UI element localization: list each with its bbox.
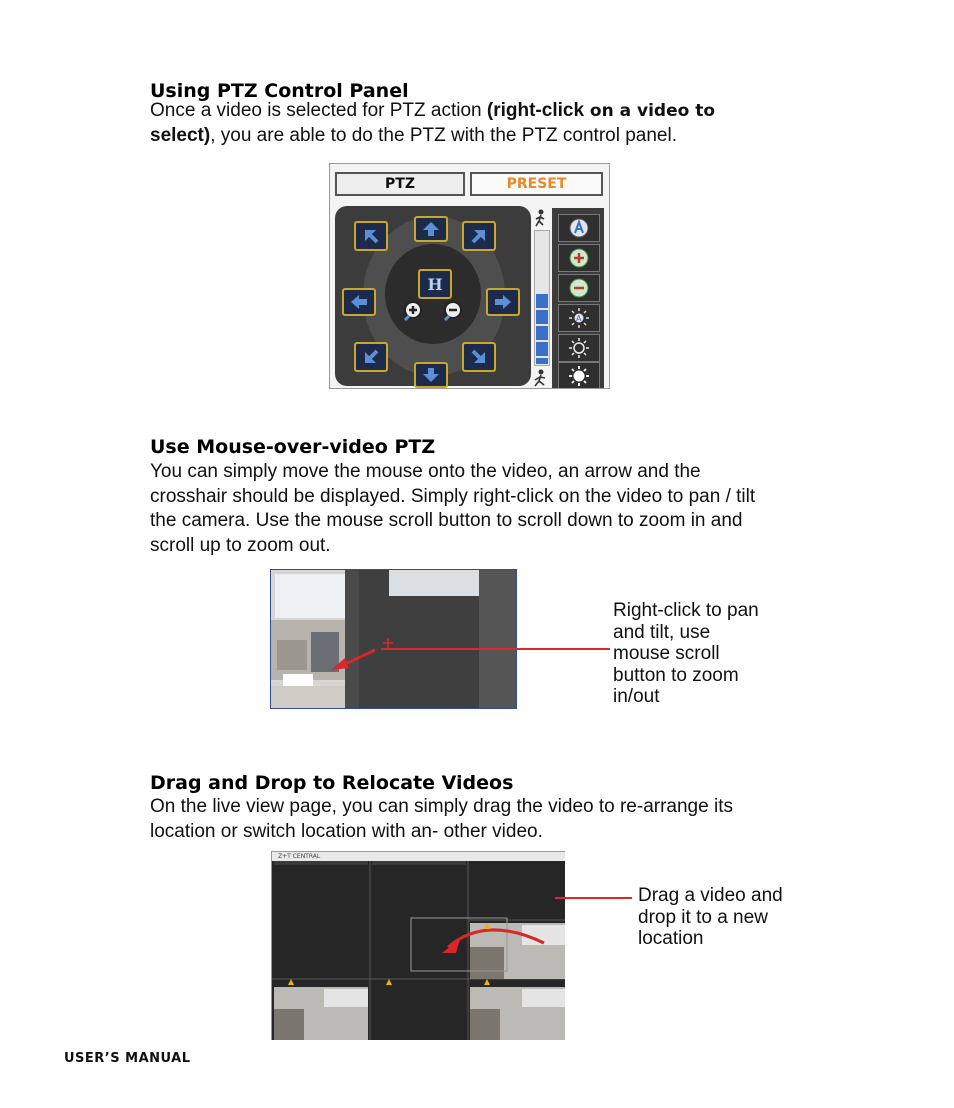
pan-down-left-icon — [362, 348, 380, 366]
live-view-title-bar: Z+T CENTRAL — [272, 852, 565, 861]
zoom-in-icon — [402, 300, 424, 324]
brightness-down-button[interactable] — [558, 334, 600, 362]
pan-up-right-icon — [470, 227, 488, 245]
paragraph-text: , you are able to do the PTZ with the PTZ control panel. — [210, 124, 678, 146]
section-paragraph-drag-drop — [150, 795, 850, 844]
zoom-out-button[interactable] — [442, 300, 464, 322]
paragraph-line: crosshair should be displayed. Simply right-click on the video to pan / tilt — [150, 485, 756, 507]
live-view-grid-illustration — [272, 861, 565, 1040]
paragraph-line: scroll up to zoom out. — [150, 534, 331, 556]
paragraph-bold-text: (right-click — [486, 100, 585, 121]
ptz-tab[interactable]: PTZ — [335, 172, 465, 196]
zoom-in-button[interactable] — [402, 300, 424, 322]
pan-down-right-icon — [470, 348, 488, 366]
section-heading-ptz-control-panel: Using PTZ Control Panel — [150, 80, 409, 102]
pan-down-button[interactable] — [414, 362, 448, 388]
pan-right-button[interactable] — [486, 288, 520, 316]
running-person-icon — [532, 368, 550, 388]
pan-down-icon — [422, 367, 440, 383]
home-icon: H — [427, 274, 443, 294]
callout-line: mouse scroll — [613, 643, 720, 664]
section-paragraph-ptz-control-panel — [150, 99, 830, 148]
focus-far-button[interactable] — [558, 274, 600, 302]
sun-auto-icon — [568, 307, 590, 329]
walking-person-icon — [532, 208, 550, 228]
paragraph-line: You can simply move the mouse onto the video, an arrow and the — [150, 461, 701, 482]
pan-left-button[interactable] — [342, 288, 376, 316]
paragraph-line: location or switch location with an- other video. — [150, 820, 543, 842]
paragraph-text: Once a video is selected for PTZ action — [150, 100, 487, 121]
brightness-up-button[interactable] — [558, 362, 600, 389]
callout-line: and tilt, use — [613, 621, 711, 643]
speed-level-fill — [536, 294, 548, 364]
ptz-control-panel-image — [329, 163, 610, 389]
callout-line-drag-drop — [555, 897, 632, 899]
pan-up-right-button[interactable] — [462, 221, 496, 251]
sun-outline-icon — [568, 337, 590, 359]
focus-plus-icon — [568, 247, 590, 269]
brightness-auto-button[interactable] — [558, 304, 600, 332]
paragraph-bold-text: select) — [150, 124, 211, 146]
speed-slider[interactable] — [532, 208, 550, 388]
iris-auto-button[interactable] — [558, 214, 600, 242]
callout-text-drag-drop — [638, 885, 838, 950]
section-paragraph-mouse-over-ptz — [150, 460, 850, 558]
callout-line: Right-click to pan — [613, 600, 759, 621]
svg-text:A: A — [576, 314, 582, 323]
focus-minus-icon — [568, 277, 590, 299]
section-heading-mouse-over-ptz: Use Mouse-over-video PTZ — [150, 436, 436, 458]
home-button[interactable] — [418, 269, 452, 299]
callout-line: Drag a video and — [638, 885, 783, 906]
paragraph-line: the camera. Use the mouse scroll button to scroll down to zoom in and — [150, 510, 743, 531]
callout-line-pan-tilt — [381, 648, 610, 650]
paragraph-line: On the live view page, you can simply drag the video to re-arrange its — [150, 796, 733, 817]
speed-track — [534, 230, 550, 366]
pan-up-icon — [422, 221, 440, 237]
pan-up-left-button[interactable] — [354, 221, 388, 251]
preset-tab[interactable]: PRESET — [470, 172, 603, 196]
pan-up-button[interactable] — [414, 216, 448, 242]
focus-near-button[interactable] — [558, 244, 600, 272]
camera-frame-illustration — [271, 570, 516, 708]
iris-auto-icon — [568, 217, 590, 239]
pan-down-left-button[interactable] — [354, 342, 388, 372]
page-footer-label: USER’S MANUAL — [64, 1051, 191, 1066]
pan-right-icon — [494, 294, 512, 310]
section-heading-drag-drop: Drag and Drop to Relocate Videos — [150, 772, 514, 794]
live-view-image — [271, 851, 565, 1040]
sun-filled-icon — [568, 365, 590, 387]
pan-up-left-icon — [362, 227, 380, 245]
callout-line: in/out — [613, 686, 660, 707]
paragraph-bold-text: on a video to — [584, 101, 716, 121]
zoom-out-icon — [442, 300, 464, 324]
pan-down-right-button[interactable] — [462, 342, 496, 372]
pan-left-icon — [350, 294, 368, 310]
callout-line: button to zoom — [613, 664, 739, 686]
callout-line: location — [638, 928, 704, 949]
callout-text-pan-tilt — [613, 600, 813, 708]
callout-line: drop it to a new — [638, 906, 768, 928]
mouse-over-video-image — [270, 569, 517, 709]
